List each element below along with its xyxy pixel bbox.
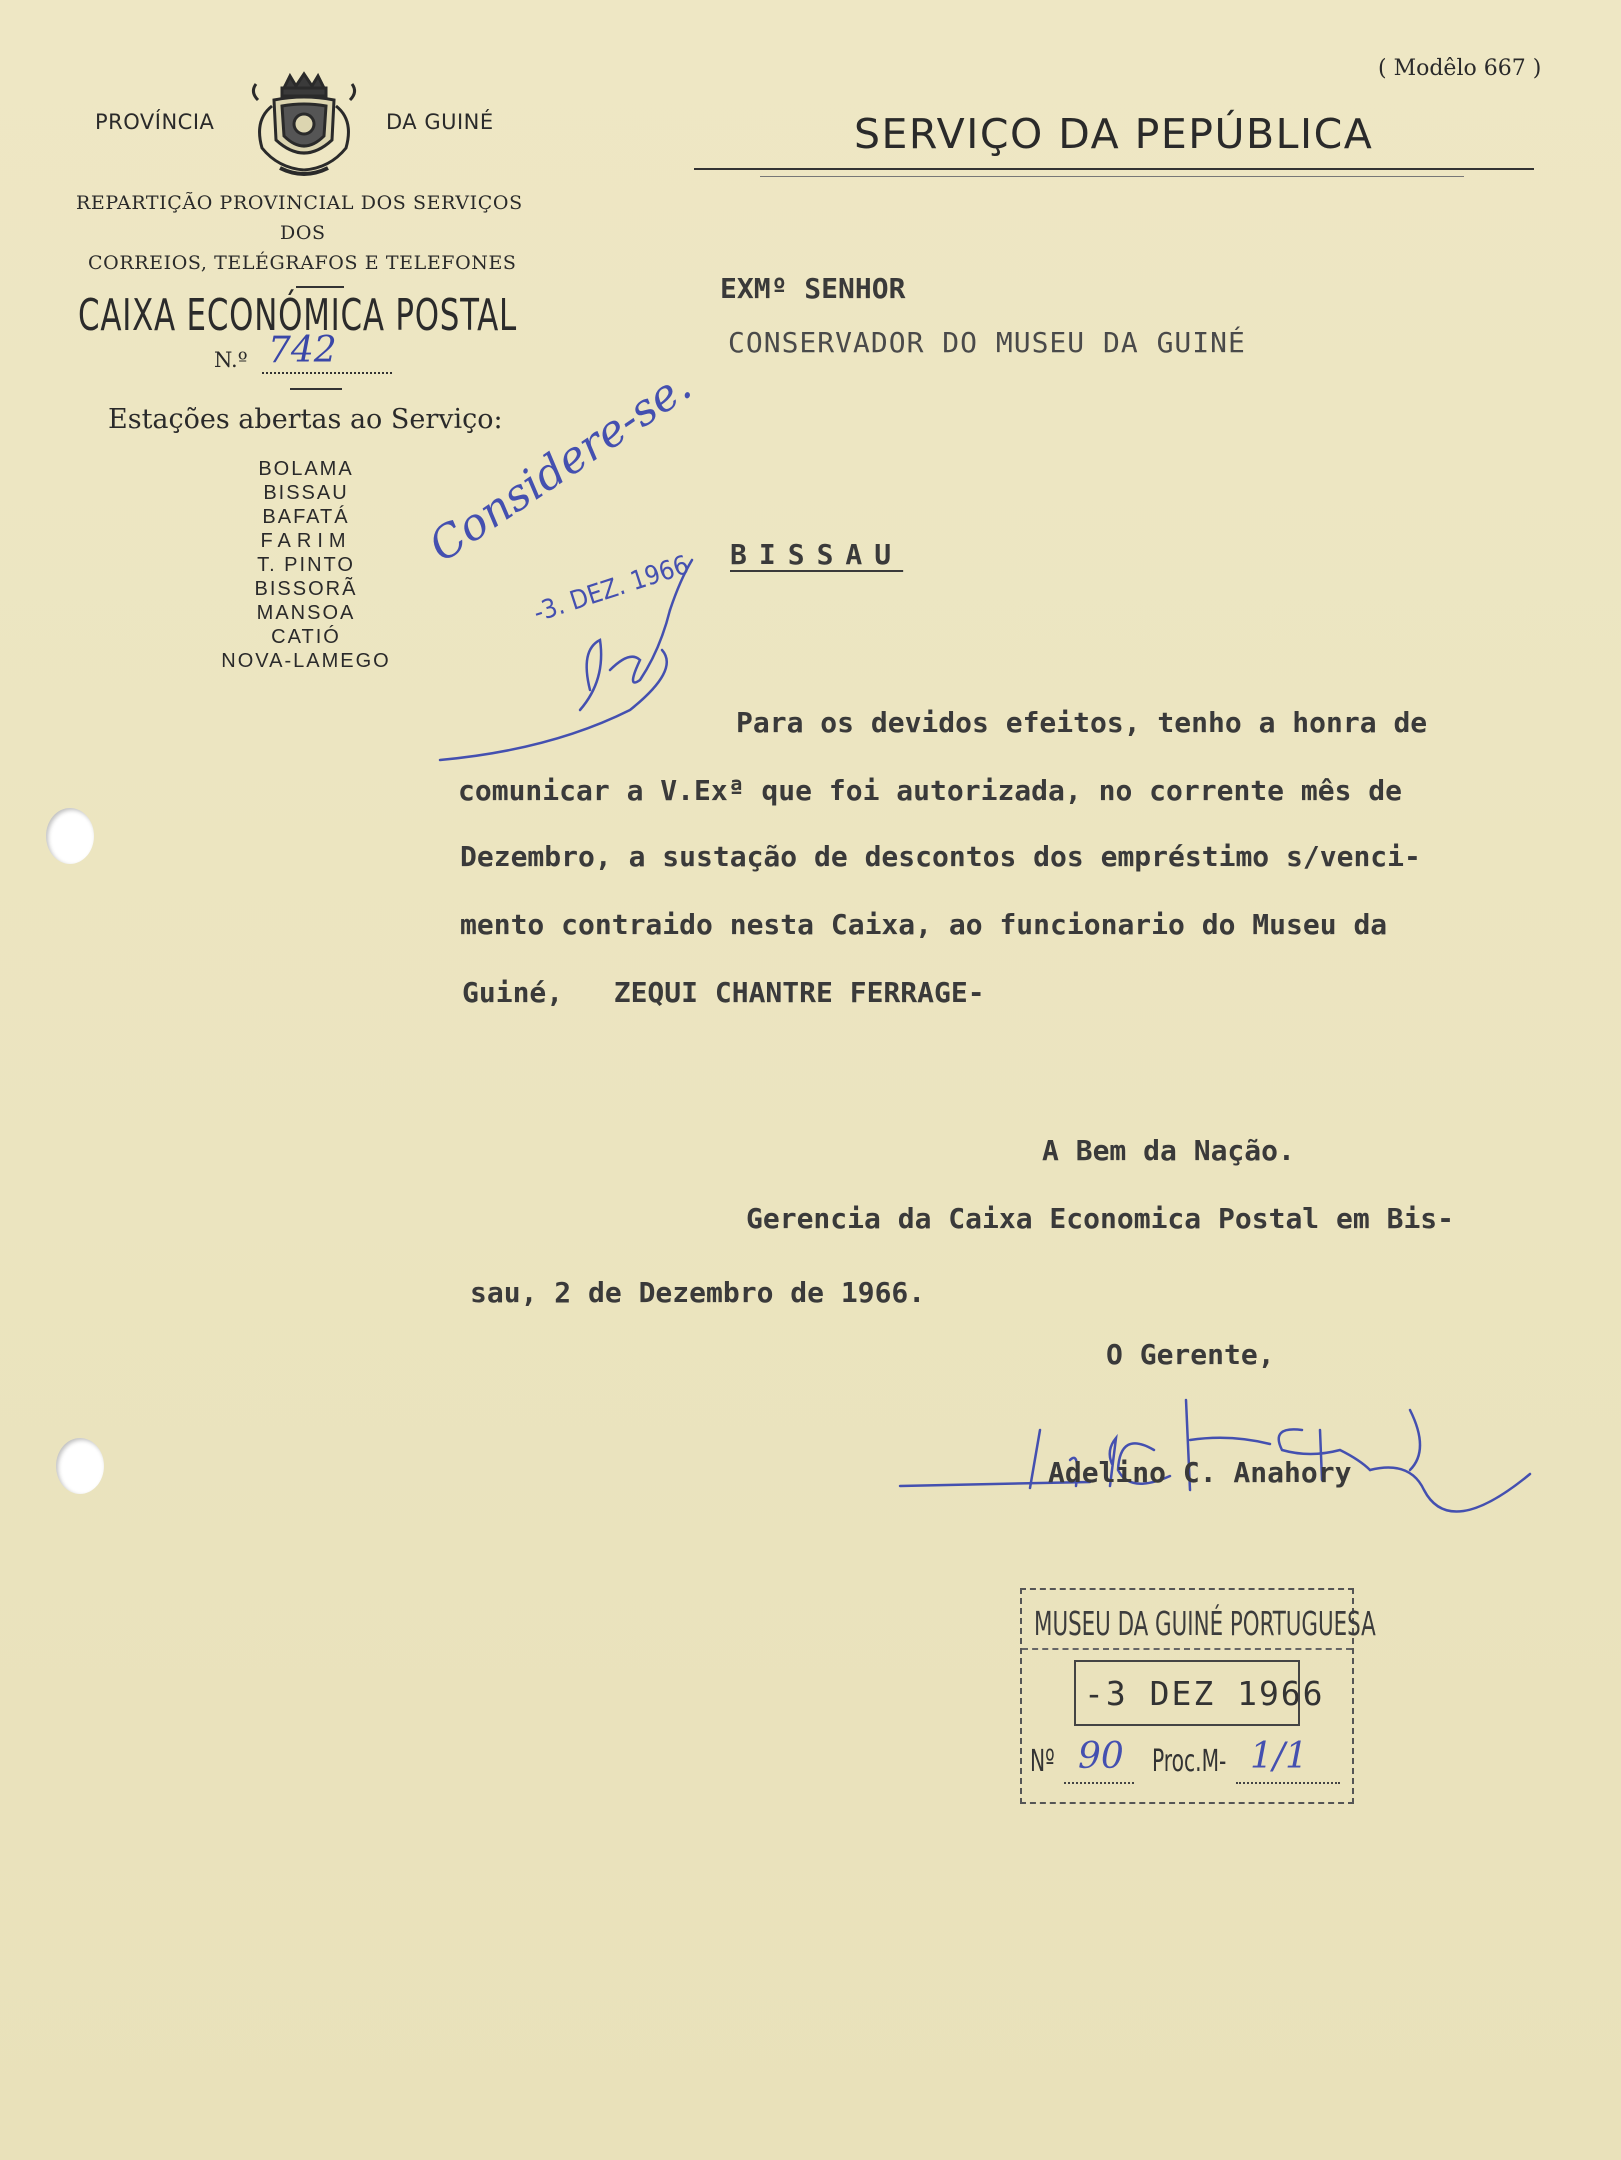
punch-hole-bottom: [56, 1438, 104, 1494]
body-line-5: Guiné, ZEQUI CHANTRE FERRAGE-: [462, 976, 985, 1009]
station-bolama: BOLAMA: [258, 458, 354, 480]
station-bissau: BISSAU: [263, 482, 349, 504]
annotation-initials-scribble: [430, 540, 730, 780]
dos-line: DOS: [280, 222, 326, 244]
stamp-title-rule: [1022, 1648, 1352, 1650]
numero-dotted-line: [262, 372, 392, 374]
stamp-proc-label: Proc.M-: [1152, 1744, 1227, 1779]
station-t-pinto: T. PINTO: [257, 554, 355, 576]
addressee-salutation: EXMº SENHOR: [720, 272, 906, 305]
numero-label: N.º: [214, 348, 248, 372]
addressee-city: BISSAU: [730, 538, 904, 571]
station-nova-lamego: NOVA-LAMEGO: [221, 650, 391, 672]
stamp-number-dots: [1064, 1782, 1134, 1784]
body-line-1: Para os devidos efeitos, tenho a honra de: [736, 706, 1428, 739]
servico-title: SERVIÇO DA PEPÚBLICA: [854, 110, 1374, 158]
stamp-date-box: [1074, 1660, 1325, 1726]
provincia-label: PROVÍNCIA: [95, 110, 215, 134]
stamp-number-handwritten: 90: [1078, 1736, 1124, 1777]
body-line-4: mento contraido nesta Caixa, ao funcionario do Museu da: [460, 908, 1388, 941]
stamp-proc-handwritten: 1/1: [1250, 1736, 1308, 1777]
annotation-date-stamp: -3. DEZ. 1966: [530, 550, 693, 629]
estacoes-title: Estações abertas ao Serviço:: [108, 404, 503, 435]
servico-rule-main: [694, 168, 1534, 170]
body-line-3: Dezembro, a sustação de descontos dos empréstimo s/venci-: [460, 840, 1421, 873]
stamp-number-label: Nº: [1030, 1744, 1055, 1779]
caixa-top-rule: [296, 286, 344, 288]
station-farim: FARIM: [260, 530, 352, 552]
correios-line: CORREIOS, TELÉGRAFOS E TELEFONES: [88, 252, 517, 274]
numero-bottom-rule: [290, 388, 342, 390]
closing-role: O Gerente,: [1106, 1338, 1275, 1371]
body-line-2: comunicar a V.Exª que foi autorizada, no corrente mês de: [458, 774, 1403, 807]
station-mansoa: MANSOA: [256, 602, 356, 624]
closing-place-line-1: Gerencia da Caixa Economica Postal em Bis-: [746, 1202, 1455, 1235]
station-bissora: BISSORÃ: [254, 578, 358, 600]
numero-handwritten: 742: [268, 330, 337, 371]
modelo-number: ( Modêlo 667 ): [1378, 56, 1542, 81]
closing-place-line-2: sau, 2 de Dezembro de 1966.: [470, 1276, 926, 1309]
servico-rule-thin: [760, 176, 1464, 177]
museum-receipt-stamp: [1020, 1588, 1376, 1804]
stamp-title: MUSEU DA GUINÉ PORTUGUESA: [1034, 1604, 1376, 1643]
addressee-title: CONSERVADOR DO MUSEU DA GUINÉ: [728, 326, 1246, 359]
caixa-economica-title: CAIXA ECONÓMICA POSTAL: [78, 290, 518, 341]
coat-of-arms-icon: [244, 70, 364, 180]
stamp-date: -3 DEZ 1966: [1084, 1674, 1325, 1713]
punch-hole-top: [46, 808, 94, 864]
station-catio: CATIÓ: [271, 626, 341, 648]
closing-motto: A Bem da Nação.: [1042, 1134, 1295, 1167]
da-guine-label: DA GUINÉ: [386, 110, 494, 134]
station-bafata: BAFATÁ: [262, 506, 350, 528]
manager-name: Adelino C. Anahory: [1048, 1456, 1352, 1489]
stamp-proc-dots: [1236, 1782, 1340, 1784]
reparticao-line: REPARTIÇÃO PROVINCIAL DOS SERVIÇOS: [76, 192, 523, 214]
annotation-handwritten: Considere-se.: [420, 360, 701, 573]
